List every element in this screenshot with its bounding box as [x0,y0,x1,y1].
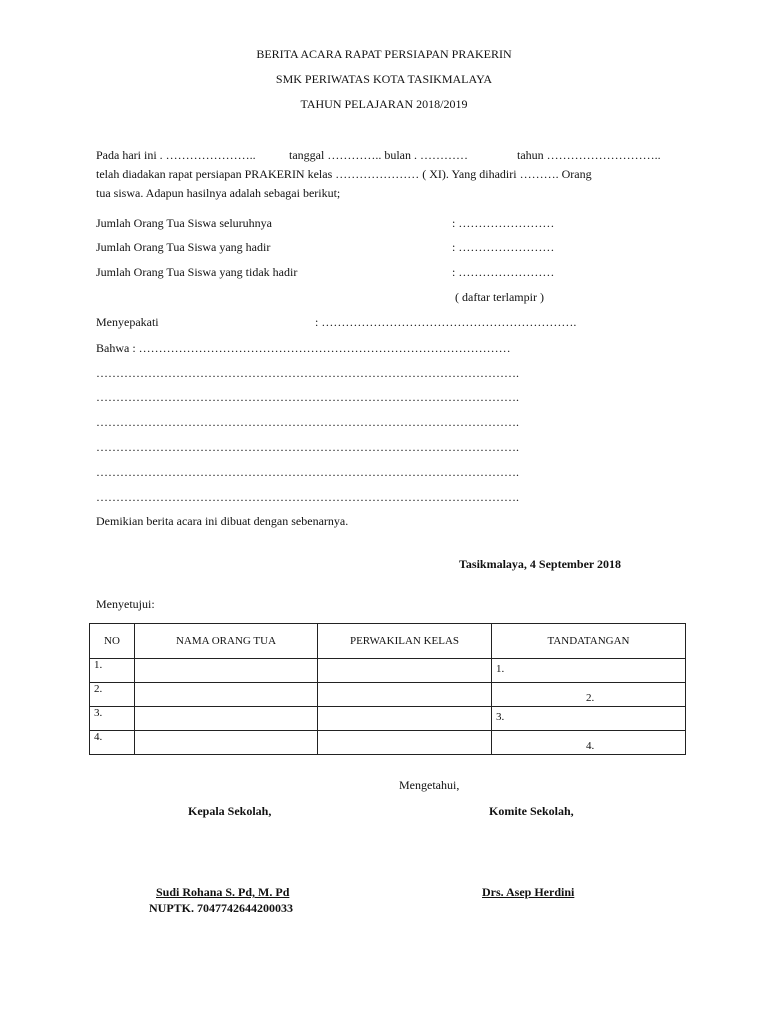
attendance-value-absent: : …………………… [452,265,555,279]
intro-tanggal: tanggal ………….. bulan . ………… [289,148,468,162]
parent-name-cell [135,659,318,683]
principal-id: NUPTK. 7047742644200033 [149,901,293,915]
title-line-2: SMK PERIWATAS KOTA TASIKMALAYA [275,72,493,86]
signature-number: 3. [496,711,505,723]
attendance-value-total: : …………………… [452,216,555,230]
intro-hari: Pada hari ini . ………………….. [96,148,256,162]
parent-name-cell [135,707,318,731]
intro-line-2: telah diadakan rapat persiapan PRAKERIN kelas ………………… ( XI). Yang dihadiri ………. Orang [96,167,592,181]
agreement-line: ……………………………………………………………………………………………. [96,390,519,404]
agreement-line: ……………………………………………………………………………………………. [96,465,519,479]
intro-tahun: tahun ……………………….. [517,148,661,162]
parent-name-cell [135,731,318,755]
intro-line-3: tua siswa. Adapun hasilnya adalah sebagai berikut; [96,186,341,200]
row-number: 1. [90,659,135,683]
table-row [90,707,686,731]
attendance-label-present: Jumlah Orang Tua Siswa yang hadir [96,240,271,254]
agreement-label: Menyepakati [96,315,159,329]
class-rep-cell [318,731,492,755]
class-rep-cell [318,659,492,683]
class-rep-cell [318,707,492,731]
attendance-value-present: : …………………… [452,240,555,254]
table-row [90,683,686,707]
signature-number: 2. [586,692,595,704]
header-no: NO [90,624,135,659]
row-number: 2. [90,683,135,707]
agreement-line: ……………………………………………………………………………………………. [96,440,519,454]
attached-note: ( daftar terlampir ) [455,290,544,304]
table-row [90,659,686,683]
title-line-1: BERITA ACARA RAPAT PERSIAPAN PRAKERIN [256,47,512,61]
signature-number: 4. [586,740,595,752]
agreement-bahwa: Bahwa : ………………………………………………………………………………… [96,341,511,355]
signature-number: 1. [496,663,505,675]
signature-cell [492,707,686,731]
agreement-line: ……………………………………………………………………………………………. [96,366,519,380]
agreement-value: : ………………………………………………………. [315,315,577,329]
attendance-label-total: Jumlah Orang Tua Siswa seluruhnya [96,216,272,230]
title-line-3: TAHUN PELAJARAN 2018/2019 [300,97,468,111]
signature-cell [492,659,686,683]
table-row [90,731,686,755]
signature-cell [492,683,686,707]
parent-name-cell [135,683,318,707]
committee-name: Drs. Asep Herdini [482,885,575,899]
row-number: 3. [90,707,135,731]
attendance-label-absent: Jumlah Orang Tua Siswa yang tidak hadir [96,265,298,279]
row-number: 4. [90,731,135,755]
header-parent-name: NAMA ORANG TUA [135,624,318,659]
approval-label: Menyetujui: [96,597,155,611]
class-rep-cell [318,683,492,707]
principal-name: Sudi Rohana S. Pd, M. Pd [156,885,290,899]
header-class-rep: PERWAKILAN KELAS [318,624,492,659]
table-header-row [90,624,686,659]
committee-title: Komite Sekolah, [489,804,574,818]
agreement-line: ……………………………………………………………………………………………. [96,490,519,504]
known-label: Mengetahui, [399,778,460,792]
closing-statement: Demikian berita acara ini dibuat dengan sebenarnya. [96,514,349,528]
agreement-line: ……………………………………………………………………………………………. [96,415,519,429]
header-signature: TANDATANGAN [492,624,686,659]
place-date: Tasikmalaya, 4 September 2018 [459,557,622,571]
signature-table [89,623,686,755]
signature-cell [492,731,686,755]
principal-title: Kepala Sekolah, [188,804,272,818]
